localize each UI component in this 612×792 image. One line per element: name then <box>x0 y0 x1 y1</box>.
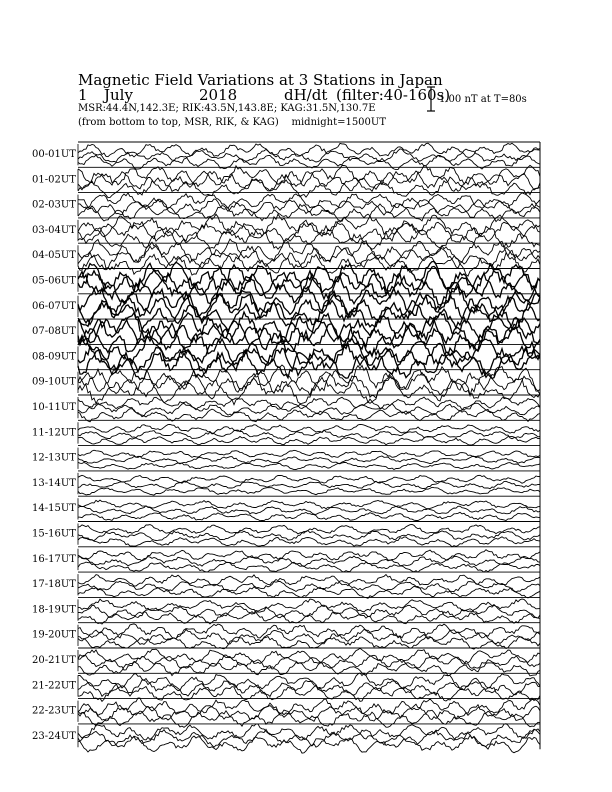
trace-MSR <box>78 436 540 445</box>
row-label: 16-17UT <box>32 553 76 565</box>
trace-MSR <box>78 686 540 702</box>
row-label: 13-14UT <box>32 477 76 489</box>
trace-KAG <box>78 143 540 157</box>
trace-RIK <box>78 403 540 416</box>
date-year: 2018 <box>199 86 238 104</box>
row-15-16UT <box>32 522 540 547</box>
row-label: 07-08UT <box>32 326 76 338</box>
trace-KAG <box>78 165 540 186</box>
row-label: 19-20UT <box>32 629 76 641</box>
chart-title: Magnetic Field Variations at 3 Stations in Japan <box>78 71 443 89</box>
row-label: 21-22UT <box>32 680 76 692</box>
row-label: 00-01UT <box>32 149 76 160</box>
scale-label: 1.00 nT at T=80s <box>439 94 527 105</box>
row-16-17UT <box>32 547 540 572</box>
row-22-23UT <box>32 698 540 727</box>
trace-RIK <box>78 531 540 541</box>
trace-RIK <box>78 481 540 489</box>
trace-MSR <box>78 409 540 422</box>
row-04-05UT <box>32 239 540 276</box>
row-label: 17-18UT <box>32 579 76 591</box>
row-label: 08-09UT <box>32 351 76 363</box>
trace-MSR <box>78 586 540 598</box>
date-month: July <box>104 86 133 104</box>
row-label: 23-24UT <box>32 730 76 742</box>
trace-RIK <box>78 456 540 464</box>
row-label: 20-21UT <box>32 655 76 666</box>
midnight-note: midnight=1500UT <box>291 117 387 128</box>
row-label: 11-12UT <box>32 427 76 439</box>
trace-MSR <box>78 512 540 520</box>
trace-KAG <box>78 450 540 457</box>
trace-KAG <box>78 550 540 561</box>
date-day: 1 <box>78 86 88 104</box>
row-09-10UT <box>32 365 540 405</box>
trace-MSR <box>78 662 540 676</box>
row-20-21UT <box>32 648 540 676</box>
trace-MSR <box>78 177 540 198</box>
trace-MSR <box>78 226 540 249</box>
row-label: 22-23UT <box>32 705 76 717</box>
row-11-12UT <box>32 420 540 445</box>
row-19-20UT <box>32 623 540 649</box>
trace-order-note: (from bottom to top, MSR, RIK, & KAG) <box>78 117 279 128</box>
row-00-01UT <box>32 142 540 170</box>
row-13-14UT <box>32 471 540 495</box>
filter-label: (filter:40-160s) <box>336 86 451 104</box>
row-label: 18-19UT <box>32 604 76 616</box>
trace-MSR <box>78 462 540 469</box>
row-label: 02-03UT <box>32 199 76 211</box>
row-17-18UT <box>32 572 540 598</box>
trace-KAG <box>78 724 540 741</box>
trace-KAG <box>78 193 540 209</box>
trace-KAG <box>78 648 540 664</box>
trace-RIK <box>78 171 540 191</box>
row-label: 10-11UT <box>32 402 76 413</box>
trace-KAG <box>78 475 540 483</box>
trace-RIK <box>78 679 540 697</box>
trace-MSR <box>78 487 540 495</box>
trace-MSR <box>78 376 540 405</box>
row-23-24UT <box>32 724 540 754</box>
trace-RIK <box>78 199 540 216</box>
row-label: 01-02UT <box>32 174 76 186</box>
trace-MSR <box>78 611 540 624</box>
row-02-03UT <box>32 193 540 222</box>
row-label: 14-15UT <box>32 503 76 515</box>
station-list: MSR:44.4N,142.3E; RIK:43.5N,143.8E; KAG:31.5N,130.7E <box>78 103 376 114</box>
trace-RIK <box>78 430 540 439</box>
trace-KAG <box>78 698 540 715</box>
trace-MSR <box>78 537 540 547</box>
row-label: 15-16UT <box>32 528 76 540</box>
trace-KAG <box>78 525 540 534</box>
row-10-11UT <box>32 395 540 422</box>
row-12-13UT <box>32 446 540 470</box>
row-label: 03-04UT <box>32 224 76 236</box>
row-label: 12-13UT <box>32 452 76 464</box>
trace-RIK <box>78 222 540 244</box>
row-21-22UT <box>32 673 540 702</box>
trace-RIK <box>78 581 540 592</box>
row-label: 06-07UT <box>32 300 76 312</box>
trace-MSR <box>78 637 540 650</box>
row-label: 09-10UT <box>32 376 76 388</box>
row-14-15UT <box>32 496 540 521</box>
scale-bar <box>427 87 435 111</box>
row-label: 05-06UT <box>32 275 76 287</box>
row-label: 04-05UT <box>32 250 76 262</box>
row-18-19UT <box>32 597 540 624</box>
quantity-label: dH/dt <box>284 86 328 104</box>
